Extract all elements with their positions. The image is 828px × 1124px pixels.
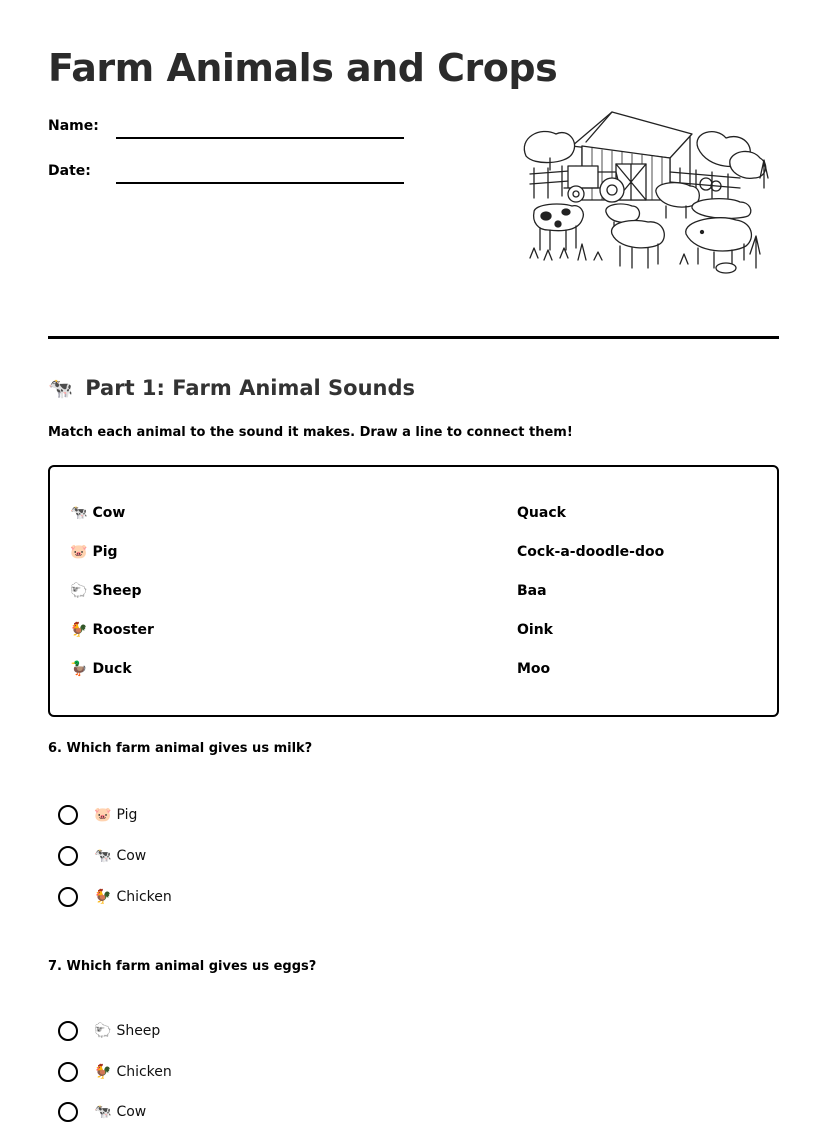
radio-button[interactable]	[58, 1021, 78, 1041]
animal-item-duck[interactable]	[70, 661, 132, 677]
option-label: Chicken	[116, 1064, 172, 1080]
animal-label: Pig	[92, 544, 118, 560]
sheep-icon: 🐑	[70, 583, 88, 599]
date-field[interactable]	[48, 163, 91, 179]
cow-icon: 🐄	[48, 376, 73, 400]
matching-box[interactable]	[48, 465, 779, 717]
animal-item-rooster[interactable]	[70, 622, 154, 638]
animal-label: Rooster	[92, 622, 154, 638]
animal-item-sheep[interactable]	[70, 583, 142, 599]
sheep-icon: 🐑	[94, 1023, 112, 1039]
option-label: Chicken	[116, 889, 172, 905]
name-field[interactable]	[48, 118, 99, 134]
sound-item-cock-a-doodle-doo[interactable]: Cock-a-doodle-doo	[517, 544, 665, 560]
sound-item-moo[interactable]: Moo	[517, 661, 551, 677]
part1-heading	[48, 376, 415, 400]
radio-button[interactable]	[58, 805, 78, 825]
radio-button[interactable]	[58, 846, 78, 866]
option-label: Cow	[116, 848, 147, 864]
radio-button[interactable]	[58, 1062, 78, 1082]
option-label: Pig	[116, 807, 138, 823]
q7-option-sheep[interactable]	[58, 1019, 160, 1043]
name-line[interactable]	[116, 137, 404, 139]
sound-item-oink[interactable]: Oink	[517, 622, 553, 638]
pig-icon: 🐷	[70, 544, 88, 560]
section-divider	[48, 336, 779, 339]
name-label: Name:	[48, 118, 99, 134]
question-6: 6. Which farm animal gives us milk?	[48, 741, 313, 756]
date-label: Date:	[48, 163, 91, 179]
q6-option-chicken[interactable]	[58, 885, 172, 909]
rooster-icon: 🐓	[70, 622, 88, 638]
q7-option-cow[interactable]	[58, 1100, 146, 1124]
q7-option-chicken[interactable]	[58, 1060, 172, 1084]
farm-scene-illustration	[520, 108, 776, 276]
animal-item-cow[interactable]	[70, 505, 125, 521]
cow-icon: 🐄	[70, 505, 88, 521]
part1-instructions: Match each animal to the sound it makes. Draw a line to connect them!	[48, 425, 573, 440]
radio-button[interactable]	[58, 887, 78, 907]
chicken-icon: 🐓	[94, 889, 112, 905]
q6-option-pig[interactable]	[58, 803, 137, 827]
cow-icon: 🐄	[94, 1104, 112, 1120]
sound-item-baa[interactable]: Baa	[517, 583, 547, 599]
duck-icon: 🦆	[70, 661, 88, 677]
chicken-icon: 🐓	[94, 1064, 112, 1080]
question-7: 7. Which farm animal gives us eggs?	[48, 959, 317, 974]
animal-label: Cow	[92, 505, 126, 521]
cow-icon: 🐄	[94, 848, 112, 864]
animal-item-pig[interactable]	[70, 544, 118, 560]
option-label: Cow	[116, 1104, 147, 1120]
date-line[interactable]	[116, 182, 404, 184]
q6-option-cow[interactable]	[58, 844, 146, 868]
part1-heading-text: Part 1: Farm Animal Sounds	[85, 376, 416, 400]
option-label: Sheep	[116, 1023, 161, 1039]
radio-button[interactable]	[58, 1102, 78, 1122]
animal-label: Sheep	[92, 583, 142, 599]
sound-item-quack[interactable]: Quack	[517, 505, 566, 521]
page-title: Farm Animals and Crops	[48, 46, 558, 90]
animal-label: Duck	[92, 661, 132, 677]
pig-icon: 🐷	[94, 807, 112, 823]
